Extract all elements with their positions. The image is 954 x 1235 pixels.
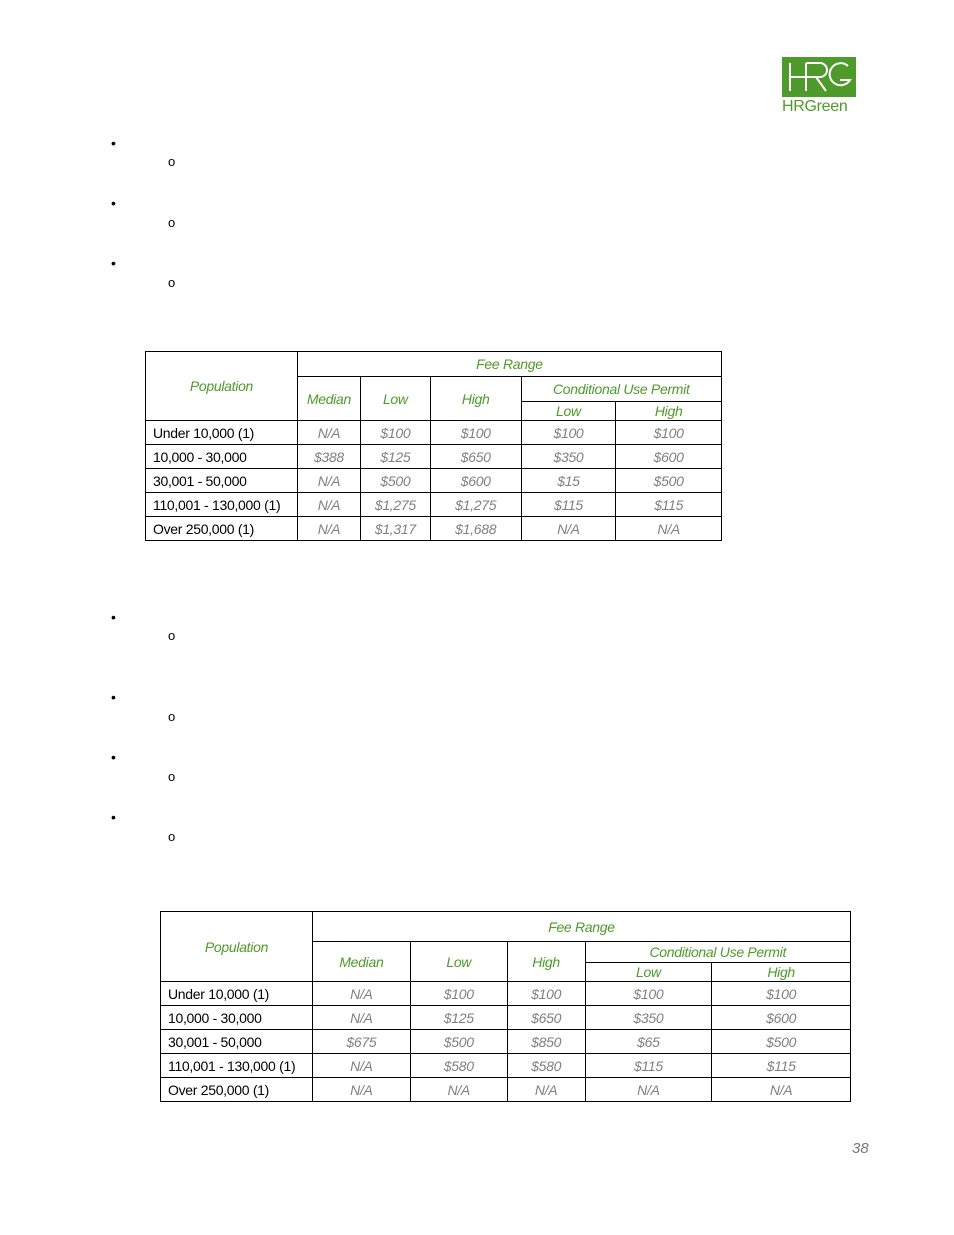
header-cup-high: High: [616, 402, 722, 421]
header-median: Median: [297, 377, 360, 421]
low-cell: N/A: [410, 1078, 507, 1102]
fee-table-2: [160, 911, 851, 1102]
low-cell: $1,317: [360, 517, 430, 541]
table-row: [161, 1006, 851, 1030]
bullet-dot: •: [111, 689, 116, 705]
bullet-circle: o: [168, 829, 176, 844]
median-cell: N/A: [312, 1078, 410, 1102]
table-row: [146, 469, 722, 493]
median-cell: N/A: [297, 421, 360, 445]
header-conditional-use-permit: Conditional Use Permit: [521, 377, 721, 402]
header-low: Low: [360, 377, 430, 421]
cup-low-cell: $115: [585, 1054, 712, 1078]
low-cell: $100: [410, 982, 507, 1006]
population-cell: 110,001 - 130,000 (1): [146, 493, 298, 517]
bullet-circle: o: [168, 709, 176, 724]
cup-high-cell: N/A: [712, 1078, 851, 1102]
high-cell: $100: [430, 421, 521, 445]
cup-high-cell: $115: [712, 1054, 851, 1078]
high-cell: $1,275: [430, 493, 521, 517]
low-cell: $125: [410, 1006, 507, 1030]
bullet-circle: o: [168, 628, 176, 643]
population-cell: Under 10,000 (1): [146, 421, 298, 445]
bullet-circle: o: [168, 215, 176, 230]
population-cell: 10,000 - 30,000: [161, 1006, 313, 1030]
cup-high-cell: $500: [616, 469, 722, 493]
high-cell: $100: [507, 982, 585, 1006]
cup-high-cell: $100: [616, 421, 722, 445]
page-number: 38: [852, 1140, 869, 1157]
hrg-logo-mark: [782, 57, 856, 97]
high-cell: $650: [507, 1006, 585, 1030]
high-cell: $600: [430, 469, 521, 493]
header-cup-high: High: [712, 963, 851, 982]
cup-low-cell: $350: [521, 445, 616, 469]
median-cell: N/A: [312, 1006, 410, 1030]
table-row: [146, 445, 722, 469]
cup-low-cell: $65: [585, 1030, 712, 1054]
table-row: [161, 1054, 851, 1078]
median-cell: N/A: [297, 469, 360, 493]
header-high: High: [507, 942, 585, 982]
population-cell: Under 10,000 (1): [161, 982, 313, 1006]
cup-low-cell: $15: [521, 469, 616, 493]
table-row: [146, 421, 722, 445]
population-cell: 30,001 - 50,000: [146, 469, 298, 493]
bullet-dot: •: [111, 809, 116, 825]
hrg-monogram-icon: [782, 57, 856, 97]
cup-low-cell: N/A: [521, 517, 616, 541]
header-population: Population: [146, 352, 298, 421]
cup-high-cell: $115: [616, 493, 722, 517]
hrgreen-logo: [782, 57, 858, 116]
bullet-dot: •: [111, 609, 116, 625]
high-cell: $580: [507, 1054, 585, 1078]
population-cell: 110,001 - 130,000 (1): [161, 1054, 313, 1078]
fee-table-1: [145, 351, 722, 541]
cup-high-cell: $100: [712, 982, 851, 1006]
cup-low-cell: N/A: [585, 1078, 712, 1102]
low-cell: $125: [360, 445, 430, 469]
bullet-circle: o: [168, 154, 176, 169]
low-cell: $1,275: [360, 493, 430, 517]
cup-low-cell: $100: [585, 982, 712, 1006]
population-cell: 30,001 - 50,000: [161, 1030, 313, 1054]
cup-high-cell: $600: [712, 1006, 851, 1030]
high-cell: $1,688: [430, 517, 521, 541]
median-cell: N/A: [297, 517, 360, 541]
population-cell: Over 250,000 (1): [161, 1078, 313, 1102]
logo-wordmark: HRGreen: [782, 98, 848, 115]
table-row: [161, 1030, 851, 1054]
bullet-dot: •: [111, 195, 116, 211]
median-cell: $675: [312, 1030, 410, 1054]
table-row: [146, 493, 722, 517]
high-cell: N/A: [507, 1078, 585, 1102]
cup-high-cell: N/A: [616, 517, 722, 541]
low-cell: $100: [360, 421, 430, 445]
header-cup-low: Low: [521, 402, 616, 421]
population-cell: 10,000 - 30,000: [146, 445, 298, 469]
median-cell: $388: [297, 445, 360, 469]
low-cell: $580: [410, 1054, 507, 1078]
bullet-dot: •: [111, 255, 116, 271]
bullet-dot: •: [111, 749, 116, 765]
cup-high-cell: $500: [712, 1030, 851, 1054]
cup-low-cell: $350: [585, 1006, 712, 1030]
cup-low-cell: $100: [521, 421, 616, 445]
median-cell: N/A: [312, 982, 410, 1006]
header-cup-low: Low: [585, 963, 712, 982]
high-cell: $650: [430, 445, 521, 469]
bullet-circle: o: [168, 769, 176, 784]
header-high: High: [430, 377, 521, 421]
population-cell: Over 250,000 (1): [146, 517, 298, 541]
header-fee-range: Fee Range: [312, 912, 850, 942]
cup-high-cell: $600: [616, 445, 722, 469]
high-cell: $850: [507, 1030, 585, 1054]
low-cell: $500: [360, 469, 430, 493]
median-cell: N/A: [312, 1054, 410, 1078]
header-low: Low: [410, 942, 507, 982]
median-cell: N/A: [297, 493, 360, 517]
table-row: [146, 517, 722, 541]
bullet-circle: o: [168, 275, 176, 290]
header-conditional-use-permit: Conditional Use Permit: [585, 942, 850, 963]
header-population: Population: [161, 912, 313, 982]
low-cell: $500: [410, 1030, 507, 1054]
table-row: [161, 982, 851, 1006]
header-fee-range: Fee Range: [297, 352, 721, 377]
cup-low-cell: $115: [521, 493, 616, 517]
table-row: [161, 1078, 851, 1102]
header-median: Median: [312, 942, 410, 982]
bullet-dot: •: [111, 135, 116, 151]
